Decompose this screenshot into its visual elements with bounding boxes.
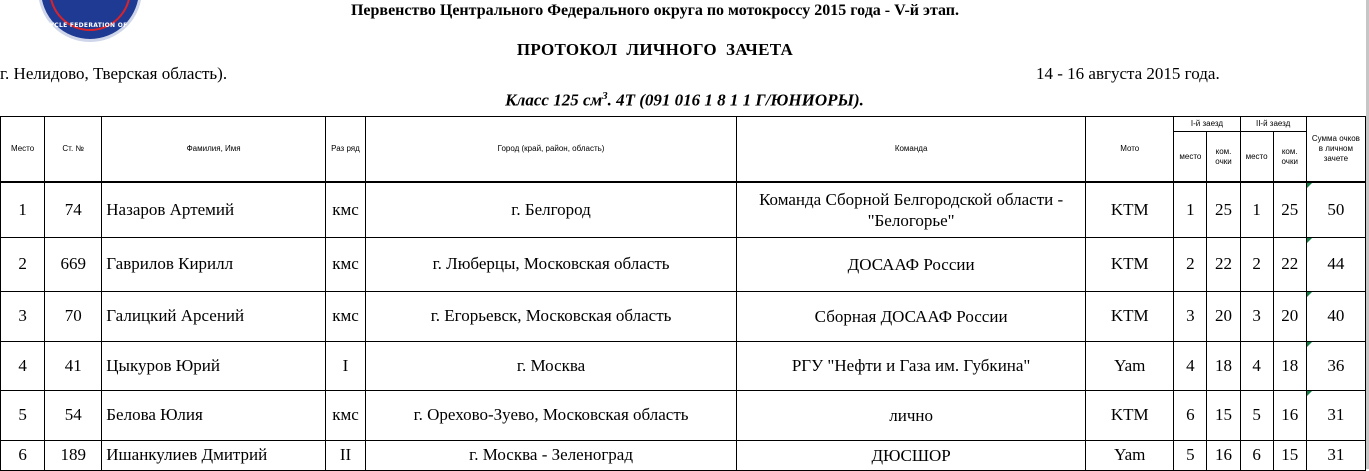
cell-rank: кмс — [325, 390, 365, 440]
cell-race2-place: 4 — [1240, 341, 1273, 390]
col-header-moto: Мото — [1086, 117, 1174, 183]
cell-rank: кмс — [325, 291, 365, 341]
col-header-name: Фамилия, Имя — [102, 117, 326, 183]
cell-race2-place: 1 — [1240, 182, 1273, 237]
document-title: Первенство Центрального Федерального округа по мотокроссу 2015 года - V-й этап. — [350, 2, 959, 19]
col-header-team: Команда — [737, 117, 1086, 183]
class-prefix: Класс 125 см — [505, 90, 603, 110]
cell-moto: KTM — [1086, 390, 1174, 440]
cell-name: Галицкий Арсений — [102, 291, 326, 341]
cell-rank: кмс — [325, 237, 365, 291]
class-title — [0, 90, 1369, 111]
cell-race2-points: 18 — [1273, 341, 1306, 390]
cell-team: Сборная ДОСААФ России — [737, 291, 1086, 341]
col-header-rank: Раз ряд — [325, 117, 365, 183]
cell-race1-place: 2 — [1174, 237, 1207, 291]
cell-total — [1306, 390, 1365, 440]
col-header-race1: I-й заезд — [1174, 117, 1240, 132]
cell-start-no: 41 — [45, 341, 102, 390]
cell-rank: II — [325, 440, 365, 470]
cell-start-no: 74 — [45, 182, 102, 237]
protocol-title: ПРОТОКОЛ ЛИЧНОГО ЗАЧЕТА — [516, 40, 794, 59]
cell-race1-points: 22 — [1207, 237, 1240, 291]
cell-race1-points: 20 — [1207, 291, 1240, 341]
cell-city: г. Орехово-Зуево, Московская область — [366, 390, 737, 440]
table-row — [1, 182, 1366, 237]
cell-city: г. Москва — [366, 341, 737, 390]
cell-race1-points: 25 — [1207, 182, 1240, 237]
cell-race2-points: 22 — [1273, 237, 1306, 291]
col-header-race1-points: ком. очки — [1207, 132, 1240, 183]
cell-comment-marker — [1307, 292, 1312, 297]
col-header-start-no: Ст. № — [45, 117, 102, 183]
cell-race2-place: 5 — [1240, 390, 1273, 440]
table-row — [1, 237, 1366, 291]
cell-race2-points: 25 — [1273, 182, 1306, 237]
cell-rank: I — [325, 341, 365, 390]
cell-start-no: 70 — [45, 291, 102, 341]
cell-name: Гаврилов Кирилл — [102, 237, 326, 291]
table-row — [1, 440, 1366, 470]
col-header-city: Город (край, район, область) — [366, 117, 737, 183]
table-row — [1, 390, 1366, 440]
cell-race1-place: 1 — [1174, 182, 1207, 237]
cell-race2-place: 6 — [1240, 440, 1273, 470]
cell-total — [1306, 237, 1365, 291]
cell-team: лично — [737, 390, 1086, 440]
cell-race1-place: 3 — [1174, 291, 1207, 341]
cell-start-no: 189 — [45, 440, 102, 470]
cell-comment-marker — [1307, 342, 1312, 347]
cell-moto: KTM — [1086, 182, 1174, 237]
cell-city: г. Москва - Зеленоград — [366, 440, 737, 470]
col-header-race2: II-й заезд — [1240, 117, 1306, 132]
cell-city: г. Люберцы, Московская область — [366, 237, 737, 291]
cell-total — [1306, 341, 1365, 390]
cell-name: Ишанкулиев Дмитрий — [102, 440, 326, 470]
col-header-race1-place: место — [1174, 132, 1207, 183]
cell-moto: Yam — [1086, 440, 1174, 470]
cell-race2-points: 15 — [1273, 440, 1306, 470]
cell-name: Назаров Артемий — [102, 182, 326, 237]
cell-total-value: 31 — [1327, 445, 1345, 464]
cell-name: Цыкуров Юрий — [102, 341, 326, 390]
cell-race2-place: 2 — [1240, 237, 1273, 291]
col-header-total: Сумма очков в личном зачете — [1306, 117, 1365, 183]
cell-race1-points: 15 — [1207, 390, 1240, 440]
cell-total-value: 31 — [1327, 405, 1345, 424]
cell-total-value: 36 — [1327, 355, 1345, 375]
cell-place: 3 — [1, 291, 45, 341]
cell-total-value: 40 — [1327, 306, 1345, 325]
cell-name: Белова Юлия — [102, 390, 326, 440]
class-superscript: 3 — [602, 90, 608, 102]
cell-place: 1 — [1, 182, 45, 237]
col-header-race2-points: ком. очки — [1273, 132, 1306, 183]
cell-total-value: 50 — [1327, 199, 1345, 219]
cell-race2-points: 20 — [1273, 291, 1306, 341]
cell-total — [1306, 182, 1365, 237]
cell-comment-marker — [1307, 183, 1312, 188]
cell-moto: KTM — [1086, 291, 1174, 341]
cell-team: РГУ "Нефти и Газа им. Губкина" — [737, 341, 1086, 390]
col-header-place: Место — [1, 117, 45, 183]
cell-rank: кмс — [325, 182, 365, 237]
results-table — [0, 116, 1366, 471]
cell-race1-place: 6 — [1174, 390, 1207, 440]
cell-team: Команда Сборной Белгородской области - "Белогорье" — [737, 182, 1086, 237]
cell-start-no: 669 — [45, 237, 102, 291]
table-header-row — [1, 117, 1366, 132]
class-suffix: . 4Т (091 016 1 8 1 1 Г/ЮНИОРЫ). — [607, 90, 864, 110]
event-dates: 14 - 16 августа 2015 года. — [1036, 64, 1220, 83]
event-location: г. Нелидово, Тверская область). — [0, 64, 228, 83]
cell-city: г. Белгород — [366, 182, 737, 237]
cell-start-no: 54 — [45, 390, 102, 440]
cell-total-value: 44 — [1327, 254, 1345, 273]
cell-place: 6 — [1, 440, 45, 470]
cell-race1-place: 5 — [1174, 440, 1207, 470]
col-header-race2-place: место — [1240, 132, 1273, 183]
cell-place: 2 — [1, 237, 45, 291]
cell-team: ДОСААФ России — [737, 237, 1086, 291]
cell-moto: Yam — [1086, 341, 1174, 390]
cell-race2-points: 16 — [1273, 390, 1306, 440]
cell-place: 4 — [1, 341, 45, 390]
cell-moto: KTM — [1086, 237, 1174, 291]
table-row — [1, 341, 1366, 390]
table-row — [1, 291, 1366, 341]
cell-team: ДЮСШОР — [737, 440, 1086, 470]
cell-comment-marker — [1307, 391, 1312, 396]
logo-text: CYCLE FEDERATION OF R — [45, 22, 135, 29]
cell-place: 5 — [1, 390, 45, 440]
cell-race1-place: 4 — [1174, 341, 1207, 390]
cell-total — [1306, 440, 1365, 470]
cell-race1-points: 16 — [1207, 440, 1240, 470]
cell-race1-points: 18 — [1207, 341, 1240, 390]
cell-total — [1306, 291, 1365, 341]
cell-comment-marker — [1307, 238, 1312, 243]
cell-city: г. Егорьевск, Московская область — [366, 291, 737, 341]
cell-race2-place: 3 — [1240, 291, 1273, 341]
